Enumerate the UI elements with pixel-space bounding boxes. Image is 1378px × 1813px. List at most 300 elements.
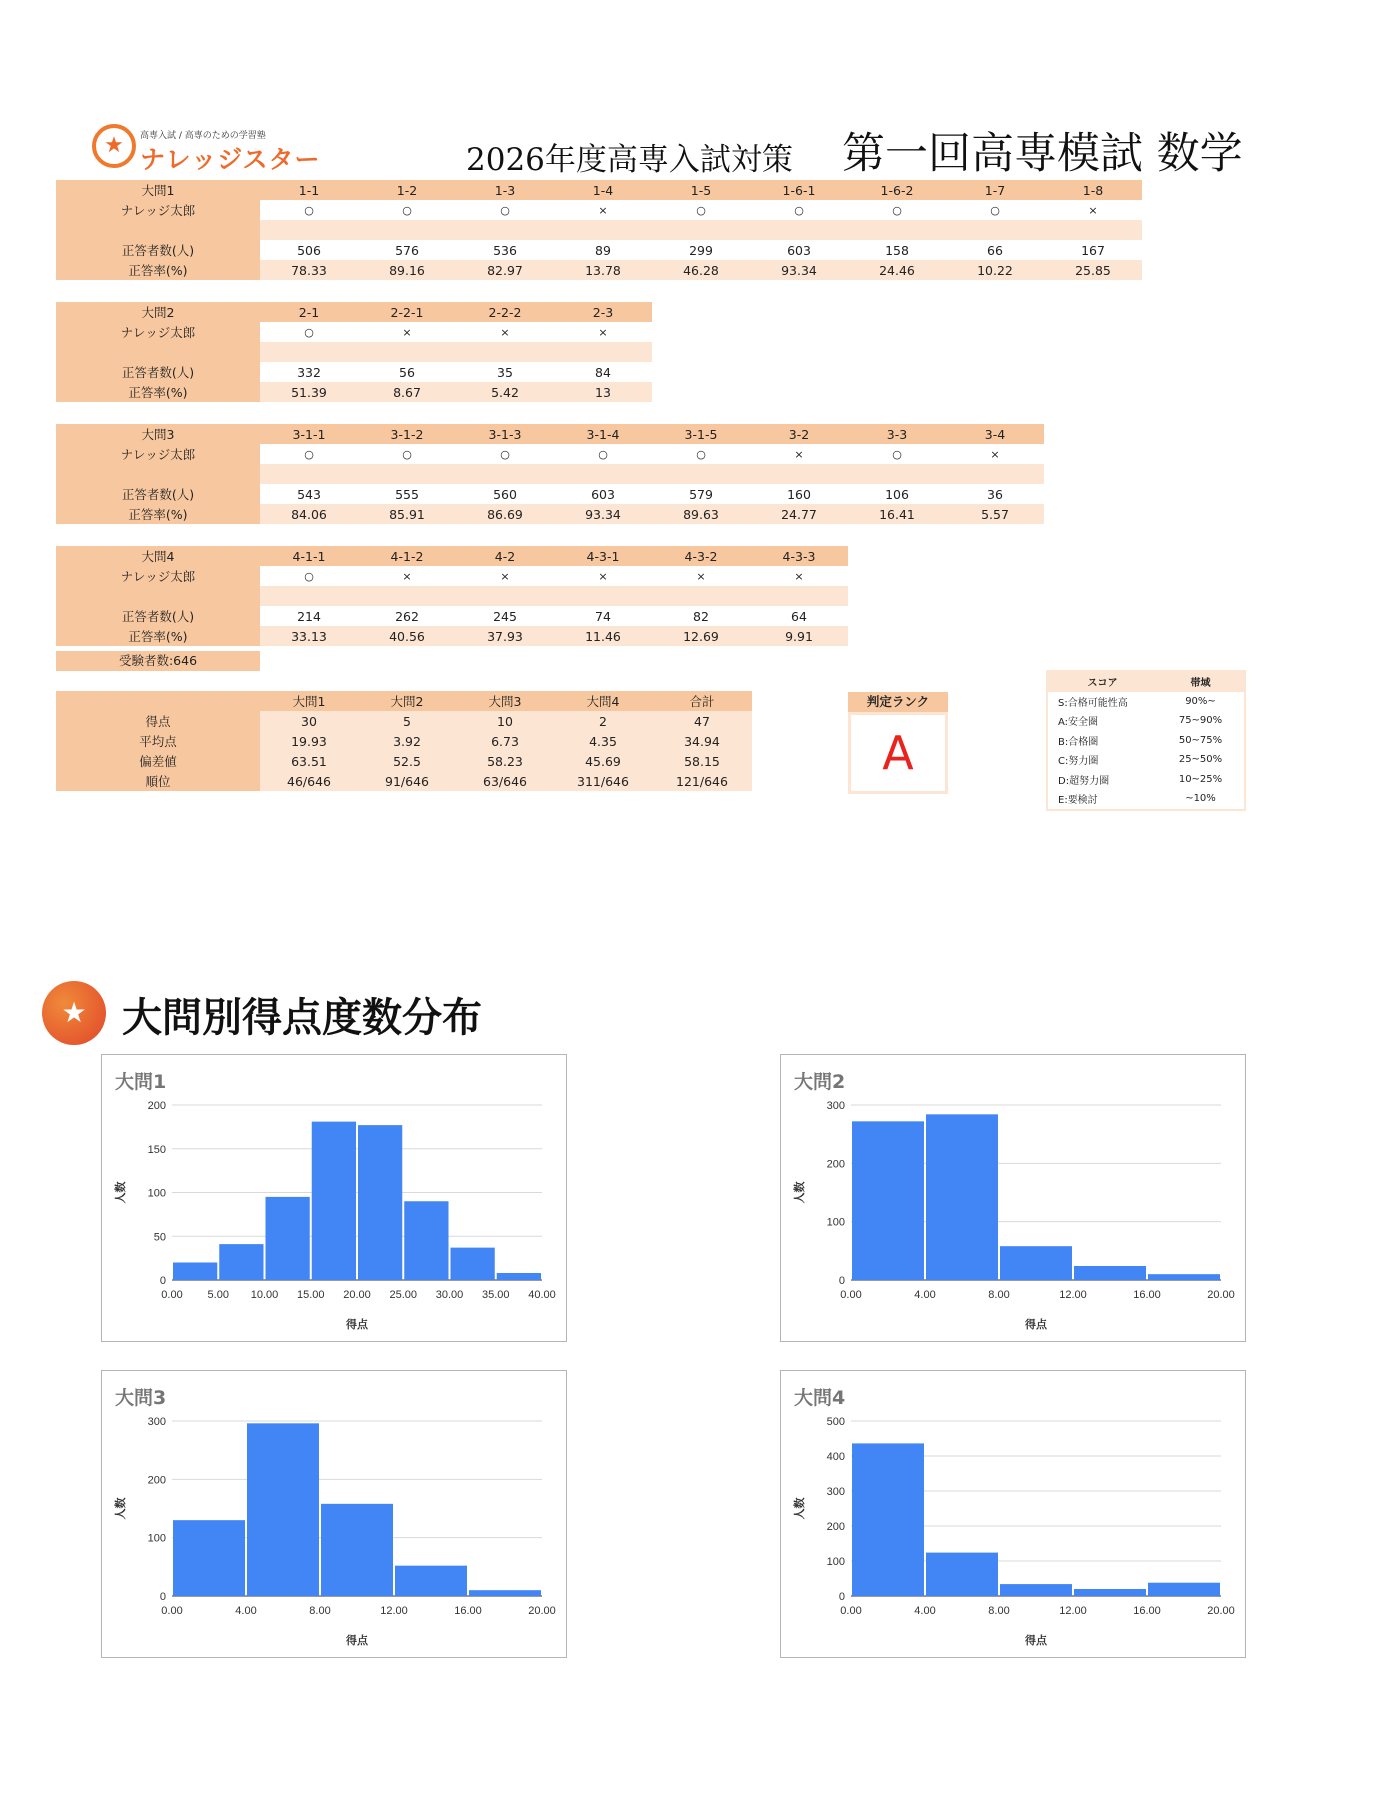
count-cell: 506 <box>260 240 358 260</box>
question-header-row <box>56 546 848 566</box>
x-tick-label: 4.00 <box>914 1605 936 1617</box>
histogram-bar <box>469 1590 541 1596</box>
rate-cell: 5.57 <box>946 504 1044 524</box>
count-cell: 332 <box>260 362 358 382</box>
question-header-row <box>56 180 1142 200</box>
row-label: 正答者数(人) <box>56 240 260 260</box>
spacer-cell <box>652 586 750 606</box>
spacer-row <box>56 342 652 362</box>
spacer-cell <box>1044 220 1142 240</box>
score-summary-table <box>56 691 752 791</box>
spacer-cell <box>750 220 848 240</box>
score-value: 311/646 <box>554 771 652 791</box>
correct-count-row <box>56 362 652 382</box>
y-tick-label: 0 <box>838 1275 845 1287</box>
exam-title: 第一回高専模試 数学 <box>842 129 1243 179</box>
row-label: 正答率(%) <box>56 260 260 280</box>
question-cell: 3-1-2 <box>358 424 456 444</box>
spacer-cell <box>260 464 358 484</box>
question-cell: 2-3 <box>554 302 652 322</box>
count-cell: 214 <box>260 606 358 626</box>
legend-row <box>1047 789 1245 810</box>
mark-cell: ○ <box>946 200 1044 220</box>
row-label: 大問2 <box>56 302 260 322</box>
histogram-bar <box>1148 1274 1220 1280</box>
spacer-cell <box>750 586 848 606</box>
x-tick-label: 0.00 <box>840 1605 862 1617</box>
score-value: 3.92 <box>358 731 456 751</box>
mark-cell: × <box>652 566 750 586</box>
rate-cell: 11.46 <box>554 626 652 646</box>
mark-cell: ○ <box>260 444 358 464</box>
count-cell: 555 <box>358 484 456 504</box>
section-badge <box>42 981 106 1045</box>
question-cell: 3-2 <box>750 424 848 444</box>
legend-rank: B:合格圏 <box>1058 736 1099 748</box>
score-column-header: 大問1 <box>260 691 358 711</box>
question-table-2 <box>56 302 652 402</box>
mark-cell: ○ <box>358 200 456 220</box>
question-cell: 1-5 <box>652 180 750 200</box>
spacer-cell <box>554 342 652 362</box>
legend-row <box>1047 731 1245 751</box>
y-tick-label: 100 <box>147 1532 166 1545</box>
rate-cell: 37.93 <box>456 626 554 646</box>
rate-cell: 40.56 <box>358 626 456 646</box>
mark-cell: ○ <box>554 444 652 464</box>
student-mark-row <box>56 322 652 342</box>
spacer-cell <box>946 464 1044 484</box>
spacer-row <box>56 586 848 606</box>
rate-cell: 89.16 <box>358 260 456 280</box>
y-tick-label: 500 <box>826 1416 845 1428</box>
spacer-row <box>56 220 1142 240</box>
rate-cell: 93.34 <box>750 260 848 280</box>
score-value: 4.35 <box>554 731 652 751</box>
mark-cell: ○ <box>358 444 456 464</box>
question-cell: 3-1-4 <box>554 424 652 444</box>
mark-cell: × <box>946 444 1044 464</box>
legend-rank: D:超努力圏 <box>1058 775 1110 787</box>
mark-cell: × <box>554 566 652 586</box>
chart-title: 大問1 <box>115 1071 167 1093</box>
question-cell: 4-1-2 <box>358 546 456 566</box>
spacer-cell <box>260 586 358 606</box>
mark-cell: × <box>358 322 456 342</box>
y-tick-label: 400 <box>826 1451 845 1463</box>
score-row <box>56 731 752 751</box>
score-value: 91/646 <box>358 771 456 791</box>
x-tick-label: 16.00 <box>1133 1605 1161 1617</box>
question-cell: 1-6-2 <box>848 180 946 200</box>
mark-cell: ○ <box>260 322 358 342</box>
histogram-bar <box>497 1273 541 1280</box>
count-cell: 536 <box>456 240 554 260</box>
score-value: 58.15 <box>652 751 752 771</box>
count-cell: 35 <box>456 362 554 382</box>
rate-cell: 16.41 <box>848 504 946 524</box>
mark-cell: × <box>456 566 554 586</box>
question-cell: 2-2-1 <box>358 302 456 322</box>
question-cell: 1-8 <box>1044 180 1142 200</box>
histogram-bar <box>852 1121 924 1280</box>
spacer-cell <box>456 586 554 606</box>
question-cell: 4-3-1 <box>554 546 652 566</box>
count-cell: 299 <box>652 240 750 260</box>
score-value: 46/646 <box>260 771 358 791</box>
section-title: 大問別得点度数分布 <box>122 995 482 1041</box>
spacer-cell <box>358 342 456 362</box>
row-label: 正答率(%) <box>56 382 260 402</box>
score-value: 63.51 <box>260 751 358 771</box>
mark-cell: × <box>456 322 554 342</box>
y-tick-label: 100 <box>826 1216 845 1229</box>
spacer-cell <box>260 220 358 240</box>
y-tick-label: 0 <box>838 1591 845 1603</box>
mark-cell: ○ <box>848 444 946 464</box>
legend-band: 25~50% <box>1178 754 1223 766</box>
question-cell: 1-1 <box>260 180 358 200</box>
score-row <box>56 711 752 731</box>
histogram-bar <box>266 1197 310 1280</box>
spacer-cell <box>652 220 750 240</box>
histogram-bar <box>404 1201 448 1280</box>
score-value: 34.94 <box>652 731 752 751</box>
histogram-bar <box>247 1423 319 1596</box>
y-tick-label: 0 <box>159 1275 166 1287</box>
x-tick-label: 5.00 <box>207 1289 229 1301</box>
x-axis-label: 得点 <box>1025 1318 1047 1331</box>
count-cell: 56 <box>358 362 456 382</box>
rate-cell: 78.33 <box>260 260 358 280</box>
question-cell: 1-4 <box>554 180 652 200</box>
y-axis-label: 人数 <box>793 1497 806 1520</box>
histogram-bar <box>1074 1589 1146 1596</box>
x-tick-label: 20.00 <box>343 1289 371 1301</box>
histogram-bar <box>395 1566 467 1596</box>
x-axis-label: 得点 <box>1025 1634 1047 1647</box>
histogram-chart-1 <box>101 1054 567 1342</box>
y-tick-label: 200 <box>826 1521 845 1533</box>
mark-cell: ○ <box>848 200 946 220</box>
score-column-header: 合計 <box>652 691 752 711</box>
mark-cell: × <box>750 566 848 586</box>
score-column-header: 大問2 <box>358 691 456 711</box>
x-tick-label: 12.00 <box>1059 1605 1087 1617</box>
rate-cell: 5.42 <box>456 382 554 402</box>
count-cell: 245 <box>456 606 554 626</box>
count-cell: 36 <box>946 484 1044 504</box>
legend-row <box>1047 770 1245 790</box>
spacer-cell <box>848 220 946 240</box>
y-tick-label: 150 <box>147 1143 166 1156</box>
question-cell: 3-1-1 <box>260 424 358 444</box>
x-tick-label: 20.00 <box>1207 1605 1235 1617</box>
rate-cell: 82.97 <box>456 260 554 280</box>
rate-cell: 85.91 <box>358 504 456 524</box>
mark-cell: × <box>750 444 848 464</box>
legend-row <box>1047 750 1245 770</box>
x-axis-label: 得点 <box>346 1634 368 1647</box>
rate-cell: 89.63 <box>652 504 750 524</box>
question-cell: 2-1 <box>260 302 358 322</box>
mark-cell: ○ <box>456 200 554 220</box>
rate-cell: 33.13 <box>260 626 358 646</box>
x-tick-label: 8.00 <box>988 1605 1010 1617</box>
x-tick-label: 15.00 <box>296 1289 325 1301</box>
histogram-bar <box>321 1504 393 1596</box>
chart-title: 大問3 <box>115 1387 167 1409</box>
row-label: 大問3 <box>56 424 260 444</box>
score-row <box>56 771 752 791</box>
x-tick-label: 16.00 <box>454 1605 482 1617</box>
legend-band: 75~90% <box>1178 715 1223 727</box>
correct-rate-row <box>56 382 652 402</box>
x-tick-label: 8.00 <box>309 1605 331 1617</box>
spacer-cell <box>456 464 554 484</box>
histogram-svg <box>781 1055 1245 1341</box>
legend-rank: A:安全圏 <box>1058 717 1099 729</box>
question-header-row <box>56 302 652 322</box>
spacer-cell <box>358 220 456 240</box>
student-mark-row <box>56 444 1044 464</box>
rate-cell: 8.67 <box>358 382 456 402</box>
histogram-bar <box>1000 1246 1072 1280</box>
x-tick-label: 12.00 <box>1059 1289 1087 1301</box>
score-column-header: 大問3 <box>456 691 554 711</box>
spacer-cell <box>946 220 1044 240</box>
score-value: 58.23 <box>456 751 554 771</box>
chart-title: 大問2 <box>794 1071 846 1093</box>
x-tick-label: 4.00 <box>235 1605 257 1617</box>
y-axis-label: 人数 <box>114 1497 127 1520</box>
score-row-label: 得点 <box>56 711 260 731</box>
count-cell: 74 <box>554 606 652 626</box>
count-cell: 560 <box>456 484 554 504</box>
score-value: 5 <box>358 711 456 731</box>
count-cell: 603 <box>554 484 652 504</box>
legend-rank: E:要検討 <box>1058 795 1098 807</box>
legend-band: ~10% <box>1185 793 1216 805</box>
score-value: 63/646 <box>456 771 554 791</box>
spacer-cell <box>358 464 456 484</box>
count-cell: 579 <box>652 484 750 504</box>
x-tick-label: 20.00 <box>1207 1289 1235 1301</box>
correct-count-row <box>56 240 1142 260</box>
histogram-bar <box>1000 1584 1072 1596</box>
count-cell: 82 <box>652 606 750 626</box>
legend-header: スコア <box>1047 671 1157 692</box>
question-cell: 3-1-5 <box>652 424 750 444</box>
count-cell: 158 <box>848 240 946 260</box>
histogram-bar <box>926 1553 998 1596</box>
x-tick-label: 0.00 <box>161 1605 183 1617</box>
star-icon: ★ <box>61 996 87 1029</box>
score-value: 47 <box>652 711 752 731</box>
y-tick-label: 0 <box>159 1591 166 1603</box>
row-label <box>56 464 260 484</box>
score-row <box>56 751 752 771</box>
star-icon: ★ <box>104 133 124 158</box>
row-label <box>56 220 260 240</box>
y-tick-label: 300 <box>147 1416 166 1428</box>
score-value: 6.73 <box>456 731 554 751</box>
x-tick-label: 8.00 <box>988 1289 1010 1301</box>
y-tick-label: 200 <box>147 1100 166 1112</box>
histogram-bar <box>1074 1266 1146 1280</box>
rate-cell: 13 <box>554 382 652 402</box>
score-value: 52.5 <box>358 751 456 771</box>
rate-cell: 84.06 <box>260 504 358 524</box>
correct-count-row <box>56 484 1044 504</box>
examinees-label: 受験者数:646 <box>56 651 260 671</box>
spacer-cell <box>456 220 554 240</box>
rate-cell: 13.78 <box>554 260 652 280</box>
mark-cell: × <box>358 566 456 586</box>
y-tick-label: 300 <box>826 1100 845 1112</box>
mark-cell: ○ <box>260 200 358 220</box>
legend-rank: C:努力圏 <box>1058 756 1099 768</box>
question-header-row <box>56 424 1044 444</box>
row-label: ナレッジ太郎 <box>56 322 260 342</box>
question-cell: 4-2 <box>456 546 554 566</box>
legend-header: 帯域 <box>1157 671 1245 692</box>
question-cell: 3-3 <box>848 424 946 444</box>
mark-cell: ○ <box>652 200 750 220</box>
rate-cell: 86.69 <box>456 504 554 524</box>
x-tick-label: 0.00 <box>161 1289 183 1301</box>
legend-header-row <box>1047 671 1245 692</box>
row-label: 正答者数(人) <box>56 606 260 626</box>
histogram-bar <box>926 1114 998 1280</box>
y-axis-label: 人数 <box>793 1181 806 1204</box>
spacer-cell <box>554 464 652 484</box>
rate-cell: 12.69 <box>652 626 750 646</box>
histogram-svg <box>102 1055 566 1341</box>
corner-cell <box>56 691 260 711</box>
question-cell: 1-6-1 <box>750 180 848 200</box>
score-row-label: 順位 <box>56 771 260 791</box>
spacer-cell <box>554 586 652 606</box>
row-label: ナレッジ太郎 <box>56 566 260 586</box>
question-table-1 <box>56 180 1142 280</box>
score-row-label: 平均点 <box>56 731 260 751</box>
legend-band: 50~75% <box>1178 734 1223 746</box>
x-tick-label: 40.00 <box>528 1289 556 1301</box>
histogram-chart-2 <box>780 1054 1246 1342</box>
score-row-label: 偏差値 <box>56 751 260 771</box>
histogram-svg <box>781 1371 1245 1657</box>
count-cell: 106 <box>848 484 946 504</box>
histogram-chart-4 <box>780 1370 1246 1658</box>
mark-cell: × <box>554 200 652 220</box>
count-cell: 262 <box>358 606 456 626</box>
x-axis-label: 得点 <box>346 1318 368 1331</box>
count-cell: 64 <box>750 606 848 626</box>
count-cell: 543 <box>260 484 358 504</box>
spacer-cell <box>260 342 358 362</box>
y-tick-label: 300 <box>826 1486 845 1498</box>
histogram-bar <box>312 1122 356 1280</box>
histogram-bar <box>1148 1583 1220 1596</box>
x-tick-label: 16.00 <box>1133 1289 1161 1301</box>
score-value: 30 <box>260 711 358 731</box>
logo-mark <box>92 124 136 168</box>
row-label: 大問4 <box>56 546 260 566</box>
score-value: 19.93 <box>260 731 358 751</box>
row-label <box>56 586 260 606</box>
row-label <box>56 342 260 362</box>
spacer-cell <box>848 464 946 484</box>
histogram-bar <box>219 1244 263 1280</box>
rate-cell: 51.39 <box>260 382 358 402</box>
score-value: 10 <box>456 711 554 731</box>
row-label: ナレッジ太郎 <box>56 200 260 220</box>
row-label: 大問1 <box>56 180 260 200</box>
histogram-bar <box>852 1443 924 1596</box>
score-header-row <box>56 691 752 711</box>
x-tick-label: 0.00 <box>840 1289 862 1301</box>
mark-cell: ○ <box>652 444 750 464</box>
chart-title: 大問4 <box>794 1387 846 1409</box>
mark-cell: ○ <box>750 200 848 220</box>
x-tick-label: 30.00 <box>435 1289 464 1301</box>
question-table-3 <box>56 424 1044 524</box>
score-value: 2 <box>554 711 652 731</box>
count-cell: 576 <box>358 240 456 260</box>
correct-rate-row <box>56 260 1142 280</box>
rate-cell: 24.77 <box>750 504 848 524</box>
correct-count-row <box>56 606 848 626</box>
x-tick-label: 4.00 <box>914 1289 936 1301</box>
count-cell: 603 <box>750 240 848 260</box>
count-cell: 66 <box>946 240 1044 260</box>
legend-band: 90%~ <box>1185 695 1216 707</box>
row-label: ナレッジ太郎 <box>56 444 260 464</box>
mark-cell: × <box>1044 200 1142 220</box>
question-cell: 4-3-3 <box>750 546 848 566</box>
spacer-cell <box>750 464 848 484</box>
y-tick-label: 50 <box>153 1231 166 1244</box>
histogram-bar <box>173 1263 217 1281</box>
question-cell: 2-2-2 <box>456 302 554 322</box>
row-label: 正答者数(人) <box>56 362 260 382</box>
histogram-chart-3 <box>101 1370 567 1658</box>
y-tick-label: 100 <box>147 1187 166 1200</box>
exam-subtitle: 2026年度高専入試対策 <box>466 142 793 178</box>
x-tick-label: 25.00 <box>389 1289 418 1301</box>
spacer-cell <box>358 586 456 606</box>
question-cell: 4-3-2 <box>652 546 750 566</box>
x-tick-label: 35.00 <box>481 1289 510 1301</box>
histogram-svg <box>102 1371 566 1657</box>
rate-cell: 10.22 <box>946 260 1044 280</box>
count-cell: 167 <box>1044 240 1142 260</box>
count-cell: 160 <box>750 484 848 504</box>
rate-cell: 9.91 <box>750 626 848 646</box>
histogram-bar <box>173 1520 245 1596</box>
question-cell: 4-1-1 <box>260 546 358 566</box>
score-value: 45.69 <box>554 751 652 771</box>
question-cell: 3-1-3 <box>456 424 554 444</box>
student-mark-row <box>56 566 848 586</box>
question-cell: 1-2 <box>358 180 456 200</box>
histogram-bar <box>451 1248 495 1280</box>
y-tick-label: 100 <box>826 1556 845 1568</box>
x-tick-label: 10.00 <box>250 1289 279 1301</box>
spacer-row <box>56 464 1044 484</box>
question-cell: 1-3 <box>456 180 554 200</box>
